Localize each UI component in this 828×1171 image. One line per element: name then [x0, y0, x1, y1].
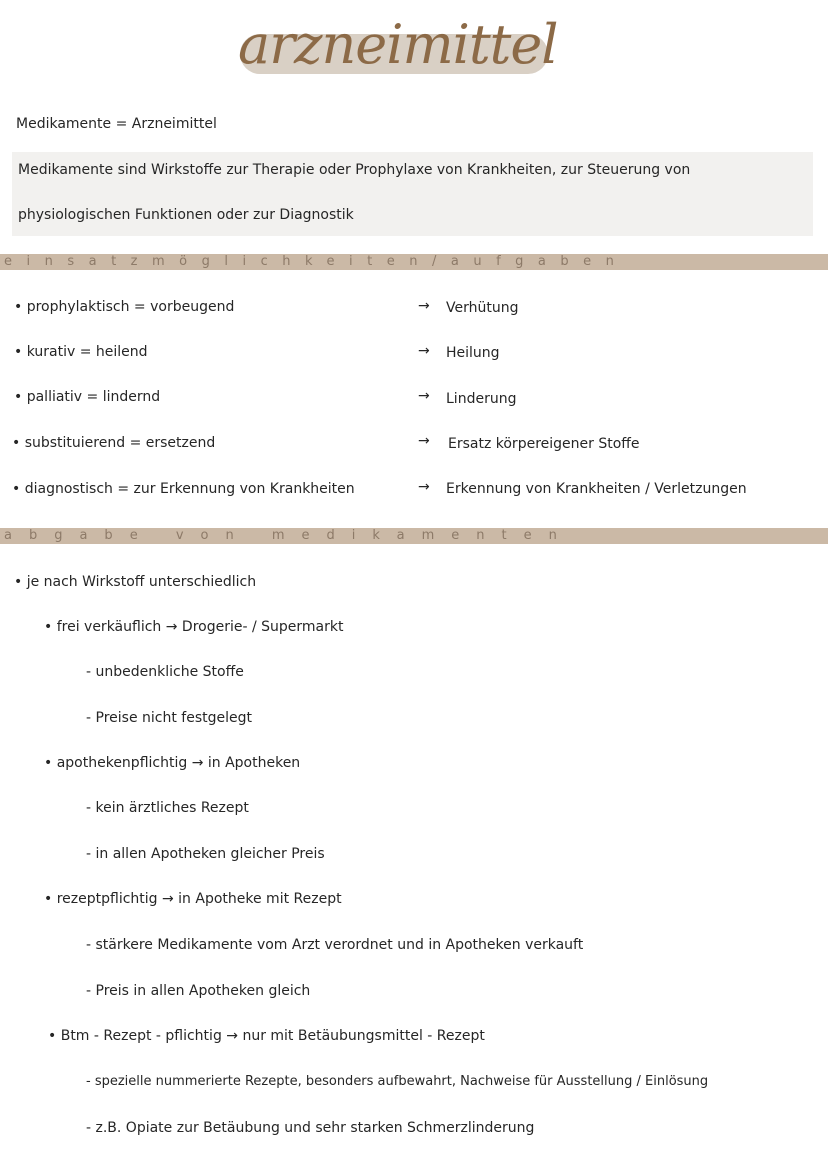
einsatz-result: Ersatz körpereigener Stoffe [448, 436, 640, 452]
page-title-area [238, 8, 558, 96]
list-item: • apothekenpflichtig → in Apotheken [44, 755, 301, 771]
arrow-right-icon: → [418, 388, 430, 404]
einsatz-result: Heilung [446, 345, 500, 361]
section-heading-abgabe: abgabe von medikamenten [4, 528, 574, 543]
definition-line-2: physiologischen Funktionen oder zur Diagnostik [18, 207, 354, 223]
arrow-right-icon: → [418, 343, 430, 359]
list-item: • rezeptpflichtig → in Apotheke mit Rezept [44, 891, 342, 907]
intro-equation: Medikamente = Arzneimittel [16, 116, 217, 132]
list-item: - in allen Apotheken gleicher Preis [86, 846, 325, 862]
arrow-right-icon: → [418, 298, 430, 314]
section-header-einsatz [0, 254, 828, 270]
section-heading-einsatz: einsatzmöglichkeiten/aufgaben [4, 254, 629, 269]
list-item: - spezielle nummerierte Rezepte, besonders aufbewahrt, Nachweise für Ausstellung / Einlösung [86, 1074, 709, 1089]
page-title: arzneimittel [238, 13, 558, 76]
einsatz-result: Linderung [446, 391, 517, 407]
arrow-right-icon: → [418, 433, 430, 449]
list-item: • je nach Wirkstoff unterschiedlich [14, 574, 257, 590]
list-item: - unbedenkliche Stoffe [86, 664, 244, 680]
list-item: • frei verkäuflich → Drogerie- / Supermarkt [44, 619, 344, 635]
list-item: - stärkere Medikamente vom Arzt verordnet und in Apotheken verkauft [86, 937, 584, 953]
definition-box [12, 152, 813, 236]
einsatz-result: Verhütung [446, 300, 519, 316]
list-item: • Btm - Rezept - pflichtig → nur mit Betäubungsmittel - Rezept [48, 1028, 485, 1044]
list-item: - kein ärztliches Rezept [86, 800, 249, 816]
einsatz-term: • kurativ = heilend [14, 344, 148, 360]
einsatz-term: • diagnostisch = zur Erkennung von Krankheiten [12, 481, 355, 497]
einsatz-term: • palliativ = lindernd [14, 389, 161, 405]
list-item: - Preise nicht festgelegt [86, 710, 252, 726]
list-item: - Preis in allen Apotheken gleich [86, 983, 311, 999]
definition-line-1: Medikamente sind Wirkstoffe zur Therapie oder Prophylaxe von Krankheiten, zur Steuerung von [18, 162, 691, 178]
arrow-right-icon: → [418, 479, 430, 495]
einsatz-term: • substituierend = ersetzend [12, 435, 216, 451]
list-item: - z.B. Opiate zur Betäubung und sehr starken Schmerzlinderung [86, 1120, 535, 1136]
einsatz-result: Erkennung von Krankheiten / Verletzungen [446, 481, 747, 497]
einsatz-term: • prophylaktisch = vorbeugend [14, 299, 235, 315]
section-header-abgabe [0, 528, 828, 544]
